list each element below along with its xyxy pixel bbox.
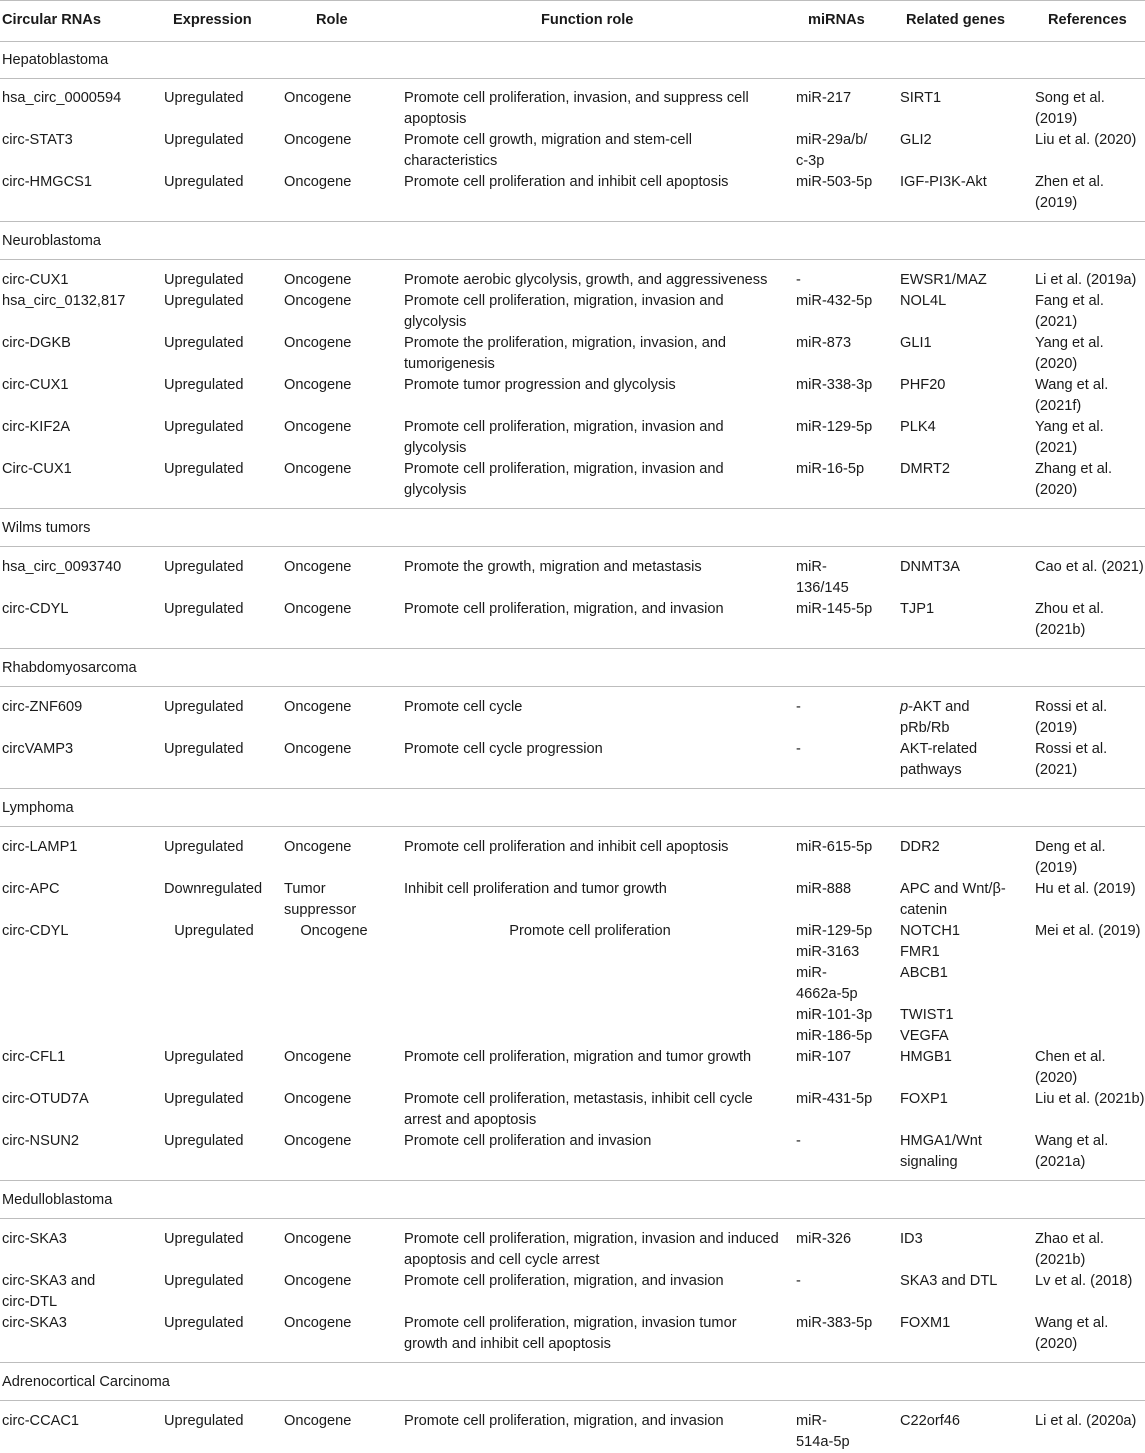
role-cell: Oncogene: [284, 559, 352, 575]
function-role-cell: Promote tumor progression and glycolysis: [404, 377, 676, 393]
mirnas-cell: -: [796, 1273, 801, 1289]
references-cell: Liu et al. (2021b): [1035, 1091, 1145, 1107]
references-cell: Hu et al. (2019): [1035, 881, 1136, 897]
circular-rna-cell: circ-ZNF609: [2, 699, 83, 715]
table-row: [0, 88, 1145, 130]
section-header: [0, 40, 1145, 79]
mirnas-cell: miR-107: [796, 1049, 852, 1065]
related-genes-cell: AKT-related pathways: [900, 741, 978, 778]
references-cell: Song et al. (2019): [1035, 90, 1105, 127]
mirnas-cell: miR-16-5p: [796, 461, 865, 477]
related-genes-cell: APC and Wnt/β- catenin: [900, 881, 1006, 918]
function-role-cell: Promote cell proliferation, migration, invasion and induced apoptosis and cell cycle arrest: [404, 1231, 779, 1268]
function-role-cell: Promote cell cycle: [404, 699, 523, 715]
table-row: [0, 459, 1145, 509]
circular-rna-cell: circ-CDYL: [2, 923, 69, 939]
section-title: Hepatoblastoma: [2, 52, 109, 68]
related-genes-cell: GLI2: [900, 132, 932, 148]
mirnas-cell: -: [796, 1133, 801, 1149]
role-cell: Oncogene: [284, 90, 352, 106]
section-title: Neuroblastoma: [2, 233, 101, 249]
related-genes-cell: IGF-PI3K-Akt: [900, 174, 987, 190]
mirnas-cell: miR-888: [796, 881, 852, 897]
table-row: [0, 270, 1145, 291]
function-role-cell: Promote cell growth, migration and stem-cell characteristics: [404, 132, 692, 169]
expression-cell: Downregulated: [164, 881, 263, 897]
related-genes-cell: HMGA1/Wnt signaling: [900, 1133, 982, 1170]
function-role-cell: Promote cell proliferation, migration and tumor growth: [404, 1049, 752, 1065]
role-cell: Oncogene: [284, 272, 352, 288]
mirnas-cell: miR-432-5p: [796, 293, 873, 309]
expression-cell: Upregulated: [164, 1049, 244, 1065]
expression-cell: Upregulated: [164, 174, 244, 190]
role-cell: Oncogene: [284, 461, 352, 477]
table-row: [0, 1313, 1145, 1363]
related-genes-cell: FOXM1: [900, 1315, 951, 1331]
related-genes-cell: NOL4L: [900, 293, 947, 309]
role-cell: Oncogene: [284, 174, 352, 190]
mirnas-cell: -: [796, 699, 801, 715]
header-mirnas: miRNAs: [808, 12, 865, 28]
function-role-cell: Promote cell proliferation and invasion: [404, 1133, 652, 1149]
function-role-cell: Promote cell proliferation, metastasis, inhibit cell cycle arrest and apoptosis: [404, 1091, 753, 1128]
function-role-cell: Promote cell proliferation, migration, and invasion: [404, 1273, 724, 1289]
circular-rna-cell: circ-HMGCS1: [2, 174, 92, 190]
table-row: [0, 333, 1145, 375]
section-title: Adrenocortical Carcinoma: [2, 1374, 170, 1390]
role-cell: Oncogene: [284, 1091, 352, 1107]
function-role-cell: Promote cell proliferation, migration, invasion tumor growth and inhibit cell apoptosis: [404, 1315, 737, 1352]
references-cell: Rossi et al. (2021): [1035, 741, 1108, 778]
table-row: [0, 1131, 1145, 1181]
references-cell: Mei et al. (2019): [1035, 923, 1141, 939]
related-genes-cell: C22orf46: [900, 1413, 961, 1429]
expression-cell: Upregulated: [164, 90, 244, 106]
mirnas-cell: -: [796, 741, 801, 757]
mirnas-cell: miR-217: [796, 90, 852, 106]
related-genes-cell: DDR2: [900, 839, 940, 855]
header-circular-rnas: Circular RNAs: [2, 12, 101, 28]
references-cell: Yang et al. (2021): [1035, 419, 1104, 456]
role-cell: Oncogene: [284, 601, 352, 617]
references-cell: Chen et al. (2020): [1035, 1049, 1106, 1086]
expression-cell: Upregulated: [164, 272, 244, 288]
related-genes-cell: GLI1: [900, 335, 932, 351]
related-genes-cell: PLK4: [900, 419, 936, 435]
expression-cell: Upregulated: [164, 335, 244, 351]
related-genes-cell: FOXP1: [900, 1091, 948, 1107]
circular-rna-cell: circ-SKA3: [2, 1315, 67, 1331]
table-row: [0, 599, 1145, 649]
references-cell: Rossi et al. (2019): [1035, 699, 1108, 736]
expression-cell: Upregulated: [164, 293, 244, 309]
mirnas-cell: miR-338-3p: [796, 377, 873, 393]
table-row: [0, 417, 1145, 459]
table-row: [0, 879, 1145, 921]
references-cell: Fang et al. (2021): [1035, 293, 1104, 330]
related-genes-cell: p-AKT and pRb/Rb: [900, 699, 970, 736]
header-expression: Expression: [173, 12, 252, 28]
circular-rna-cell: circ-DGKB: [2, 335, 71, 351]
mirnas-cell: miR-29a/b/ c-3p: [796, 132, 868, 169]
related-genes-cell: HMGB1: [900, 1049, 952, 1065]
function-role-cell: Promote cell proliferation, migration, and invasion: [404, 601, 724, 617]
function-role-cell: Promote aerobic glycolysis, growth, and aggressiveness: [404, 272, 768, 288]
circular-rna-cell: circVAMP3: [2, 741, 74, 757]
expression-cell: Upregulated: [164, 1091, 244, 1107]
table-row: [0, 837, 1145, 879]
function-role-cell: Promote cell proliferation, migration, invasion and glycolysis: [404, 293, 724, 330]
header-references: References: [1048, 12, 1127, 28]
function-role-cell: Promote the growth, migration and metastasis: [404, 559, 702, 575]
mirnas-cell: miR- 514a-5p: [796, 1413, 850, 1450]
expression-cell: Upregulated: [164, 377, 244, 393]
mirnas-cell: miR-129-5p miR-3163 miR- 4662a-5p miR-101-3p miR-186-5p: [796, 923, 873, 1044]
role-cell: Oncogene: [284, 1315, 352, 1331]
mirnas-cell: miR-129-5p: [796, 419, 873, 435]
table-row: [0, 557, 1145, 599]
header-function-role: Function role: [541, 12, 634, 28]
circular-rna-cell: circ-CUX1: [2, 377, 69, 393]
header-related-genes: Related genes: [906, 12, 1005, 28]
section-header: [0, 1362, 1145, 1401]
references-cell: Zhang et al. (2020): [1035, 461, 1113, 498]
related-genes-cell: NOTCH1 FMR1 ABCB1 TWIST1 VEGFA: [900, 923, 960, 1044]
references-cell: Liu et al. (2020): [1035, 132, 1137, 148]
mirnas-cell: miR-431-5p: [796, 1091, 873, 1107]
circular-rna-cell: circ-LAMP1: [2, 839, 78, 855]
expression-cell: Upregulated: [164, 1133, 244, 1149]
table-row: [0, 1047, 1145, 1089]
references-cell: Wang et al. (2021a): [1035, 1133, 1109, 1170]
table-row: [0, 921, 1145, 1047]
references-cell: Wang et al. (2020): [1035, 1315, 1109, 1352]
expression-cell: Upregulated: [164, 1273, 244, 1289]
references-cell: Li et al. (2019a): [1035, 272, 1137, 288]
references-cell: Wang et al. (2021f): [1035, 377, 1109, 414]
references-cell: Lv et al. (2018): [1035, 1273, 1133, 1289]
mirnas-cell: miR-326: [796, 1231, 852, 1247]
table-row: [0, 375, 1145, 417]
section-title: Medulloblastoma: [2, 1192, 113, 1208]
expression-cell: Upregulated: [164, 1315, 244, 1331]
section-title: Rhabdomyosarcoma: [2, 660, 137, 676]
section-header: [0, 508, 1145, 547]
circular-rna-cell: circ-SKA3: [2, 1231, 67, 1247]
expression-cell: Upregulated: [174, 923, 254, 939]
mirnas-cell: miR-503-5p: [796, 174, 873, 190]
role-cell: Oncogene: [284, 335, 352, 351]
role-cell: Tumor suppressor: [284, 881, 357, 918]
function-role-cell: Promote cell cycle progression: [404, 741, 603, 757]
role-cell: Oncogene: [284, 1133, 352, 1149]
references-cell: Zhou et al. (2021b): [1035, 601, 1104, 638]
circular-rna-cell: circ-CCAC1: [2, 1413, 80, 1429]
table-header: [0, 0, 1145, 42]
mirnas-cell: miR- 136/145: [796, 559, 849, 596]
role-cell: Oncogene: [284, 1049, 352, 1065]
expression-cell: Upregulated: [164, 699, 244, 715]
related-genes-cell: SIRT1: [900, 90, 942, 106]
related-genes-cell: SKA3 and DTL: [900, 1273, 998, 1289]
related-genes-cell: ID3: [900, 1231, 923, 1247]
references-cell: Zhen et al. (2019): [1035, 174, 1104, 211]
table-row: [0, 739, 1145, 789]
related-genes-cell: EWSR1/MAZ: [900, 272, 987, 288]
section-header: [0, 648, 1145, 687]
function-role-cell: Promote cell proliferation and inhibit cell apoptosis: [404, 174, 729, 190]
references-cell: Yang et al. (2020): [1035, 335, 1104, 372]
expression-cell: Upregulated: [164, 419, 244, 435]
header-role: Role: [316, 12, 348, 28]
circular-rna-cell: circ-APC: [2, 881, 60, 897]
related-genes-cell: PHF20: [900, 377, 946, 393]
table-row: [0, 1229, 1145, 1271]
circular-rna-cell: circ-NSUN2: [2, 1133, 80, 1149]
section-header: [0, 221, 1145, 260]
references-cell: Cao et al. (2021): [1035, 559, 1144, 575]
mirnas-cell: miR-873: [796, 335, 852, 351]
function-role-cell: Promote cell proliferation, migration, and invasion: [404, 1413, 724, 1429]
section-header: [0, 1180, 1145, 1219]
role-cell: Oncogene: [284, 741, 352, 757]
circular-rna-cell: circ-STAT3: [2, 132, 73, 148]
table-row: [0, 697, 1145, 739]
section-title: Lymphoma: [2, 800, 74, 816]
function-role-cell: Promote cell proliferation, invasion, and suppress cell apoptosis: [404, 90, 749, 127]
role-cell: Oncogene: [284, 699, 352, 715]
function-role-cell: Promote cell proliferation and inhibit cell apoptosis: [404, 839, 729, 855]
role-cell: Oncogene: [284, 419, 352, 435]
function-role-cell: Promote the proliferation, migration, invasion, and tumorigenesis: [404, 335, 727, 372]
expression-cell: Upregulated: [164, 132, 244, 148]
expression-cell: Upregulated: [164, 601, 244, 617]
table-row: [0, 172, 1145, 222]
related-genes-cell: TJP1: [900, 601, 935, 617]
role-cell: Oncogene: [284, 1273, 352, 1289]
function-role-cell: Promote cell proliferation, migration, invasion and glycolysis: [404, 419, 724, 456]
circular-rna-cell: hsa_circ_0132,817: [2, 293, 126, 309]
table-row: [0, 130, 1145, 172]
expression-cell: Upregulated: [164, 559, 244, 575]
expression-cell: Upregulated: [164, 1413, 244, 1429]
mirnas-cell: miR-615-5p: [796, 839, 873, 855]
role-cell: Oncogene: [284, 377, 352, 393]
circular-rna-cell: circ-CUX1: [2, 272, 69, 288]
expression-cell: Upregulated: [164, 741, 244, 757]
table-row: [0, 291, 1145, 333]
table-row: [0, 1271, 1145, 1313]
function-role-cell: Promote cell proliferation: [509, 923, 671, 939]
circular-rna-cell: Circ-CUX1: [2, 461, 72, 477]
role-cell: Oncogene: [284, 132, 352, 148]
mirnas-cell: -: [796, 272, 801, 288]
section-title: Wilms tumors: [2, 520, 91, 536]
mirnas-cell: miR-383-5p: [796, 1315, 873, 1331]
circular-rna-cell: hsa_circ_0000594: [2, 90, 122, 106]
circular-rna-cell: circ-CFL1: [2, 1049, 66, 1065]
table-row: [0, 1411, 1145, 1453]
role-cell: Oncogene: [300, 923, 368, 939]
circular-rna-cell: hsa_circ_0093740: [2, 559, 122, 575]
mirnas-cell: miR-145-5p: [796, 601, 873, 617]
related-genes-cell: DMRT2: [900, 461, 951, 477]
section-header: [0, 788, 1145, 827]
references-cell: Zhao et al. (2021b): [1035, 1231, 1104, 1268]
function-role-cell: Inhibit cell proliferation and tumor growth: [404, 881, 667, 897]
circular-rna-cell: circ-KIF2A: [2, 419, 71, 435]
expression-cell: Upregulated: [164, 1231, 244, 1247]
function-role-cell: Promote cell proliferation, migration, invasion and glycolysis: [404, 461, 724, 498]
role-cell: Oncogene: [284, 293, 352, 309]
circular-rna-cell: circ-CDYL: [2, 601, 69, 617]
table-row: [0, 1089, 1145, 1131]
circular-rna-cell: circ-OTUD7A: [2, 1091, 89, 1107]
expression-cell: Upregulated: [164, 461, 244, 477]
role-cell: Oncogene: [284, 839, 352, 855]
references-cell: Li et al. (2020a): [1035, 1413, 1137, 1429]
references-cell: Deng et al. (2019): [1035, 839, 1106, 876]
role-cell: Oncogene: [284, 1413, 352, 1429]
expression-cell: Upregulated: [164, 839, 244, 855]
role-cell: Oncogene: [284, 1231, 352, 1247]
related-genes-cell: DNMT3A: [900, 559, 960, 575]
circular-rna-cell: circ-SKA3 and circ-DTL: [2, 1273, 96, 1310]
